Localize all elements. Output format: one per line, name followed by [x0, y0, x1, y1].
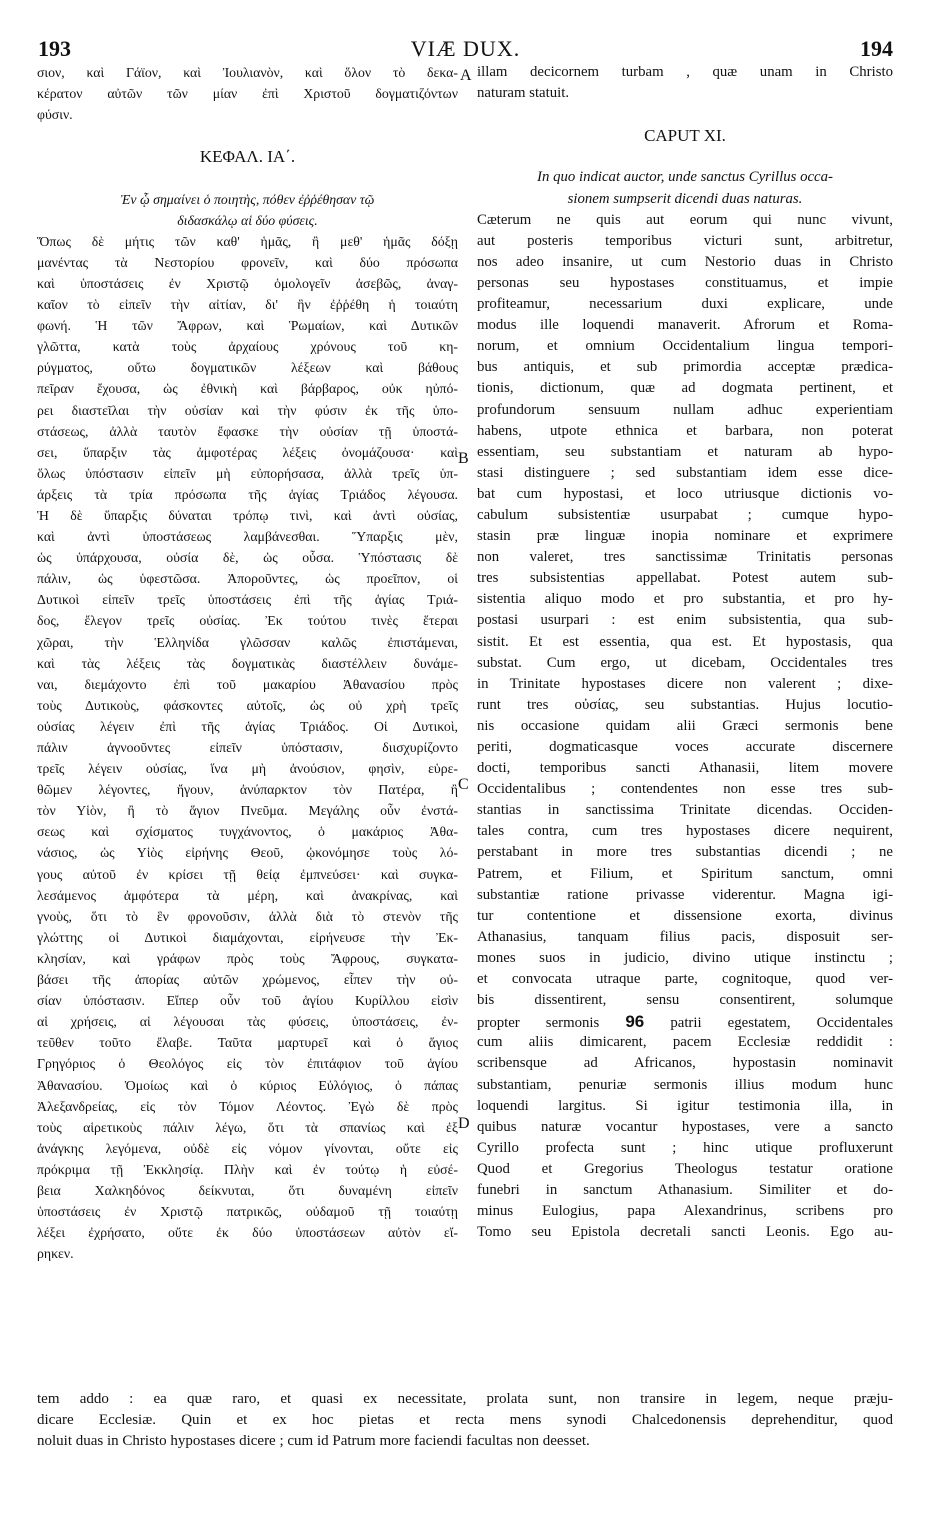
- latin-text-line: bat cum hypostasi, et loco utriusque dictionis vo-: [477, 485, 893, 502]
- greek-text-line: οὐσίας λέγειν ἐπὶ τῆς ἁγίας Τριάδος. Οἱ Δυτικοὶ,: [37, 718, 458, 734]
- latin-text-line: Cæterum ne quis aut eorum qui nunc vivunt,: [477, 211, 893, 228]
- spacer: [37, 125, 458, 146]
- latin-text-segment: propter sermonis: [477, 1015, 600, 1032]
- greek-text-line: πρόκριμα τῇ Ἐκκλησίᾳ. Πλὴν καὶ ἐν τούτῳ ἡ εὐσέ-: [37, 1161, 458, 1177]
- greek-text-line: γνοὺς, ὅτι τὸ ἓν φρονοῦσιν, ἀλλὰ διὰ τὸ στενὸν τῆς: [37, 908, 458, 924]
- greek-text-line: Ἡ δὲ ὕπαρξις δύναται τρόπῳ τινὶ, καὶ ἀντὶ οὐσίας,: [37, 507, 458, 523]
- latin-text-line-with-column-number: [477, 1011, 893, 1032]
- greek-text-line: λεσάμενος ἀμφότερα τὰ μέρη, καὶ ἀνακρίνας, καὶ: [37, 887, 458, 903]
- latin-text-line: loquendi largitus. Si igitur testimonia illa, in: [477, 1097, 893, 1114]
- latin-text-line: profiteamur, necessarium duxi explicare, unde: [477, 296, 893, 313]
- greek-chapter-heading: ΚΕΦΑΛ. ΙΑ΄.: [199, 147, 296, 167]
- latin-chapter-subtitle: sionem sumpserit dicendi duas naturas.: [567, 190, 803, 207]
- greek-text-line: γλώττης οἱ Δυτικοὶ διαμάχονται, εἰρήνευσε τὴν Ἐκ-: [37, 929, 458, 945]
- greek-text-line: κλησίαν, καὶ γράφων πρὸς τοὺς Ἄφρους, συγκατα-: [37, 950, 458, 966]
- column-number: 96: [625, 1012, 645, 1032]
- latin-text-line: modus ille loquendi manaverit. Afrorum et Roma-: [477, 317, 893, 334]
- greek-text-line: βεια Χαλκηδόνος δείκνυται, ὅτι δυναμένη εἰπεῖν: [37, 1182, 458, 1198]
- bottom-text-line: noluit duas in Christo hypostases dicere ; cum id Patrum more faciendi facultas non deesset.: [37, 1433, 590, 1450]
- latin-chapter-heading: CAPUT XI.: [644, 126, 726, 146]
- spacer: [477, 146, 893, 167]
- latin-text-line: runt tres οὐσίας, seu substantias. Hujus locutio-: [477, 696, 893, 713]
- latin-text-line: Quod et Gregorius Theologus testatur oratione: [477, 1160, 893, 1177]
- latin-text-line: sistentia aliquo modo et pro substantia, et pro hy-: [477, 591, 893, 608]
- latin-text-line: profundorum sensuum nullam adhuc experientiam: [477, 401, 893, 418]
- greek-text-line: ὑποστάσεις ἐν Χριστῷ πατρικῶς, οὐδαμοῦ τῇ τοιαύτῃ: [37, 1204, 458, 1220]
- latin-text-line: Occidentalibus ; contendentes non esse tres sub-: [477, 781, 893, 798]
- greek-text-line: καὶ ἀντὶ ὑποστάσεως λαμβάνεσθαι. Ὕπαρξις μὲν,: [37, 529, 458, 545]
- margin-marker-b: B: [458, 450, 469, 467]
- latin-text-line: norum, et omnium Occidentalium lingua tempori-: [477, 338, 893, 355]
- latin-text-line: Cyrillo profecta sunt ; hinc utique profluxerunt: [477, 1139, 893, 1156]
- greek-text-line: ρύγματος, οὔτω δογματικῶν λέξεων καὶ βάθους: [37, 360, 458, 376]
- greek-text-line: ναι, διεμάχοντο ἐπὶ τοῦ μακαρίου Ἀθανασίου πρὸς: [37, 676, 458, 692]
- latin-text-line: periti, dogmaticasque voces accurate discernere: [477, 739, 893, 755]
- latin-text-segment: patrii egestatem, Occidentales: [670, 1015, 893, 1032]
- greek-text-line: σει, ὕπαρξιν τὰς ἀμφοτέρας λέξεις ὀνομάζουσα· καὶ: [37, 444, 458, 460]
- latin-text-line: substat. Cum ergo, ut dicebam, Occidentales tres: [477, 654, 893, 671]
- greek-text-line: σίαν ὑπόστασιν. Εἴπερ οὖν τοῦ ἁγίου Κυρίλλου εἰσὶν: [37, 993, 458, 1009]
- latin-text-line: stantias in sanctissima Trinitate dicendas. Occiden-: [477, 802, 893, 819]
- greek-text-line: Δυτικοὶ εἰπεῖν τρεῖς ὑποστάσεις ἐπὶ τῆς ἁγίας Τριά-: [37, 592, 458, 608]
- greek-text-line: Ἀθανασίου. Ὁμοίως καὶ ὁ κύριος Εὐλόγιος, ὁ πάπας: [37, 1077, 458, 1093]
- greek-text-line: καῖον τὸ εἰπεῖν τὴν αἰτίαν, δι' ἣν ἐῤῥέθη ἡ τοιαύτη: [37, 297, 458, 313]
- greek-text-line: στάσεως, ἀλλὰ ταυτὸν ἔφασκε τὴν οὐσίαν τῇ ὑποστά-: [37, 423, 458, 439]
- margin-marker-c: C: [458, 776, 469, 793]
- latin-text-line: naturam statuit.: [477, 85, 570, 102]
- greek-text-line: καὶ τὰς λέξεις τὰς δογματικὰς διαστέλλειν δυνάμε-: [37, 655, 458, 671]
- greek-chapter-subtitle: διδασκάλῳ αἱ δύο φύσεις.: [177, 212, 318, 228]
- latin-text-line: nos adeo insanire, ut cum Nestorio duas in Christo: [477, 253, 893, 270]
- spacer: [37, 167, 458, 188]
- latin-text-line: tres subsistentias appellabat. Potest autem sub-: [477, 570, 893, 587]
- latin-text-line: personas seu hypostases constituamus, et impie: [477, 274, 893, 291]
- latin-text-line: cum aliis dimicarent, pacem Ecclesiæ reddidit :: [477, 1034, 893, 1051]
- greek-text-line: ρει διαστεῖλαι τὴν οὐσίαν καὶ τὴν φύσιν ἐκ τῆς ὑπο-: [37, 402, 458, 418]
- spacer: [477, 104, 893, 125]
- greek-text-line: κέρατον αὐτῶν τῶν μίαν ἐπὶ Χριστοῦ δογματιζόντων: [37, 86, 458, 102]
- greek-text-line: σεως καὶ σχίσματος τυγχάνοντος, ὁ μακάριος Ἀθα-: [37, 824, 458, 840]
- greek-text-line: θῶμεν λέγοντες, ἤγουν, ἀνύπαρκτον τὸν Πατέρα, ἢ: [37, 782, 458, 798]
- greek-text-line: βάσει τῆς ἀπορίας αὐτῶν χρώμενος, εἶπεν τὴν οὐ-: [37, 972, 458, 988]
- bottom-text-line: tem addo : ea quæ raro, et quasi ex necessitate, prolata sunt, non transire in legem, neque præju-: [37, 1391, 893, 1407]
- latin-text-line: nis occasione quidam alii Græci sermonis bene: [477, 717, 893, 734]
- greek-text-line: ὅλως ὑπόστασιν εἰπεῖν μὴ εὐπορήσασα, ἀλλὰ τρεῖς ὑπ-: [37, 465, 458, 481]
- latin-text-line: scribensque ad Africanos, hypostasin nominavit: [477, 1055, 893, 1072]
- greek-text-line: πεῖραν ἔχουσα, ὡς ἐθνικὴ καὶ βάρβαρος, οὐκ ηὐπό-: [37, 381, 458, 397]
- latin-text-line: et convocata utraque parte, cognitoque, quod ver-: [477, 971, 893, 988]
- running-title: VIÆ DUX.: [410, 36, 521, 61]
- greek-text-line: πάλιν ἀγνοοῦντες εἰπεῖν ὑπόστασιν, διισχυρίζοντο: [37, 740, 458, 755]
- latin-text-line: Patrem, et Filium, et Spiritum sanctum, omni: [477, 865, 893, 882]
- latin-column: [477, 62, 893, 1243]
- latin-text-line: habens, utpote ethnica et barbara, non poterat: [477, 422, 893, 439]
- latin-text-line: substantiam, penuriæ sermonis illius modum hunc: [477, 1076, 893, 1093]
- latin-text-line: substantiæ ratione privasse viderentur. Magna igi-: [477, 886, 893, 903]
- latin-text-line: perstabant in more tres substantias dicendi ; ne: [477, 844, 893, 861]
- latin-text-line: minus Eulogius, papa Alexandrinus, scribens pro: [477, 1203, 893, 1220]
- latin-text-line: funebri in sanctum Athanasium. Similiter et do-: [477, 1181, 893, 1198]
- latin-text-line: tur contentione et dissensione exorta, divinus: [477, 907, 893, 924]
- greek-text-line: τρεῖς λέγειν οὐσίας, ἵνα μὴ ἀνούσιον, φησὶν, εὑρε-: [37, 761, 458, 777]
- margin-marker-a: A: [460, 67, 472, 84]
- greek-text-line: λέξει ἐχρήσατο, οὔτε ἐκ δύο ὑποστάσεων αὐτὸν εἴ-: [37, 1225, 458, 1241]
- greek-text-line: μανέντας τὰ Νεστορίου φρονεῖν, καὶ δύο πρόσωπα: [37, 254, 458, 270]
- latin-text-line: aut posteris temporibus victuri sunt, arbitretur,: [477, 232, 893, 249]
- latin-text-line: tales contra, cum tres hypostases dicere nequirent,: [477, 823, 893, 840]
- latin-text-line: Tomo seu Epistola decretali sancti Leonis. Ego au-: [477, 1224, 893, 1241]
- greek-column: [37, 62, 458, 1264]
- latin-text-line: illam decicornem turbam , quæ unam in Christo: [477, 64, 893, 80]
- latin-text-line: in Trinitate hypostases dicere non valerent ; dixe-: [477, 675, 893, 692]
- latin-text-line: postasi usurpari : est enim subsistentia, qua sub-: [477, 612, 893, 629]
- latin-text-line: bus antiquis, et sub primordia acceptæ prædica-: [477, 359, 893, 376]
- greek-text-line: άρξεις τὰ τρία πρόσωπα τῆς ἁγίας Τριάδος λέγουσα.: [37, 486, 458, 502]
- left-page-number: 193: [38, 36, 71, 61]
- greek-text-line: φύσιν.: [37, 107, 73, 123]
- greek-text-line: Ὅπως δὲ μήτις τῶν καθ' ἡμᾶς, ἢ μεθ' ἡμᾶς δόξῃ: [37, 233, 458, 249]
- greek-text-line: αἱ χρήσεις, αἱ λέγουσαι τὰς φύσεις, ὑποστάσεις, ἐν-: [37, 1014, 458, 1030]
- greek-text-line: σιον, καὶ Γάϊον, καὶ Ἰουλιανὸν, καὶ ὅλον τὸ δεκα-: [37, 65, 458, 80]
- latin-text-line: stasi distinguere ; sed substantiam idem esse dice-: [477, 464, 893, 481]
- greek-text-line: τεῦθεν τοῦτο ἔλαβε. Ταῦτα μαρτυρεῖ καὶ ὁ ἅγιος: [37, 1035, 458, 1051]
- latin-text-line: docti, temporibus sancti Athanasii, litem movere: [477, 760, 893, 777]
- latin-text-line: quibus naturæ vocantur hypostases, vere a sancto: [477, 1118, 893, 1135]
- bottom-text-line: dicare Ecclesiæ. Quin et ex hoc pietas et recta mens synodi Chalcedonensis deprehenditur, quod: [37, 1412, 893, 1429]
- latin-text-line: tionis, dictionum, quæ ad dogmata pertinent, et: [477, 380, 893, 397]
- greek-text-line: τοὺς Δυτικοὺς, φάσκοντες αὐτοῖς, ὡς οὐ χρὴ τρεῖς: [37, 697, 458, 713]
- latin-text-line: sistit. Et est essentia, qua est. Et hypostasis, qua: [477, 633, 893, 650]
- latin-text-line: essentiam, seu substantiam et naturam ab hypo-: [477, 443, 893, 460]
- margin-marker-d: D: [458, 1115, 470, 1132]
- greek-text-line: ἀνάγκης λεγόμενα, οὐδὲ εἰς νόμον γίνονται, οὔτε εἰς: [37, 1140, 458, 1156]
- greek-text-line: φωνή. Ἡ τῶν Ἄφρων, καὶ Ῥωμαίων, καὶ Δυτικῶν: [37, 318, 458, 334]
- greek-chapter-subtitle: Ἐν ᾧ σημαίνει ὁ ποιητὴς, πόθεν ἐῤῥέθησαν τῷ: [120, 191, 375, 207]
- right-page-number: 194: [860, 36, 893, 61]
- greek-text-line: γλῶττα, κατὰ τοὺς ἀρχαίους χρόνους τοῦ κη-: [37, 339, 458, 355]
- greek-text-line: Γρηγόριος ὁ Θεολόγος εἰς τὸν ἐπιτάφιον τοῦ ἁγίου: [37, 1056, 458, 1072]
- latin-text-line: stasin præ linguæ inopia nominare et exprimere: [477, 528, 893, 545]
- greek-text-line: πάλιν, ὡς ὑφεστῶσα. Ἀποροῦντες, ὡς προεῖπον, οἱ: [37, 571, 458, 587]
- latin-text-line: cabulum subsistentiæ usurpabat ; cumque hypo-: [477, 506, 893, 523]
- greek-text-line: γους αὐτοῦ ἐν κρίσει τῇ θείᾳ ἐμπνεύσει· καὶ συγκα-: [37, 866, 458, 882]
- greek-text-line: τὸν Υἱὸν, ἢ τὸ ἅγιον Πνεῦμα. Μεγάλης οὖν ἐνστά-: [37, 803, 458, 819]
- latin-text-line: bis dissentirent, sensu consentirent, solumque: [477, 992, 893, 1009]
- greek-text-line: χῶραι, τὴν Ἑλληνίδα γλῶσσαν καλῶς ἐπιστάμεναι,: [37, 634, 458, 650]
- greek-text-line: νάσιος, ὡς Υἱὸς εἰρήνης Θεοῦ, ᾠκονόμησε τοὺς λό-: [37, 845, 458, 861]
- greek-text-line: Ἀλεξανδρείας, εἰς τὸν Τόμον Λέοντος. Ἐγὼ δὲ πρὸς: [37, 1098, 458, 1114]
- latin-text-line: Athanasius, tanquam filius pacis, disposuit ser-: [477, 928, 893, 945]
- greek-text-line: ρηκεν.: [37, 1246, 74, 1262]
- greek-text-line: ὡς ὑπάρχουσα, οὐσία δὲ, ὡς οὖσα. Ὑπόστασις δὲ: [37, 550, 458, 566]
- latin-text-line: mones suos in judicio, divino utique instinctu ;: [477, 949, 893, 966]
- greek-text-line: τοὺς αἱρετικοὺς πάλιν λέγω, ὅτι τὰ σπανίως καὶ ἐξ: [37, 1119, 458, 1135]
- latin-text-line: non valeret, tres sanctissimæ Trinitatis personas: [477, 549, 893, 566]
- greek-text-line: δος, ἔλεγον τρεῖς οὐσίας. Ἐκ τούτου τινὲς ἕτεραι: [37, 613, 458, 629]
- full-width-continuation: [37, 1389, 893, 1452]
- greek-text-line: καὶ ὑποστάσεις ἐν Χριστῷ ὁμολογεῖν ἀσεβῶς, ἀναγ-: [37, 275, 458, 291]
- latin-chapter-subtitle: In quo indicat auctor, unde sanctus Cyrillus occa-: [537, 169, 833, 186]
